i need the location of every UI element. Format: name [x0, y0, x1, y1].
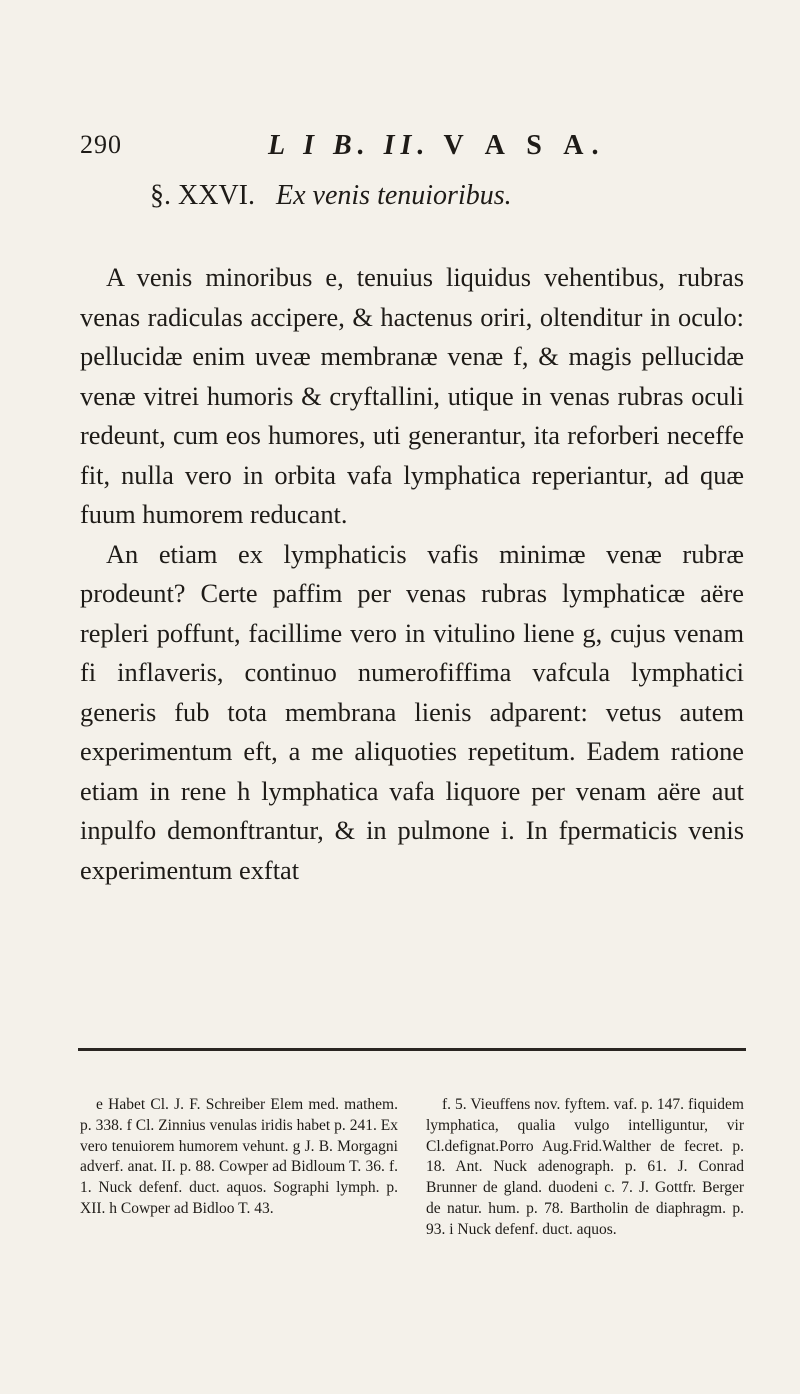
footnotes-right-text: f. 5. Vieuffens nov. fyftem. vaf. p. 147. fiquidem lymphatica, qualia vulgo intelliguntur, vir Cl.defignat.Porro Aug.Frid.Walther de fecret. p. 18. Ant. Nuck adenograph. p. 61. J. Conrad Brunner de gland. duodeni c. 7. J. Gottfr. Berger de natur. hum. p. 78. Bartholin de diaphragm. p. 93. i Nuck defenf. duct. aquos. — [426, 1096, 744, 1238]
section-number: §. XXVI. — [150, 180, 255, 211]
section-title: Ex venis tenuioribus. — [276, 180, 512, 211]
running-title-lib: L I B. II. — [268, 130, 431, 161]
section-heading — [150, 180, 710, 212]
body-paragraph-2: An etiam ex lymphaticis vafis minimæ venæ rubræ prodeunt? Certe paffim per venas rubras lymphaticæ aëre repleri poffunt, facillime vero in vitulino liene g, cujus venam fi inflaveris, continuo numerofiffima vafcula lymphatici generis fub tota membrana lienis adparent: vetus autem experimentum eft, a me aliquoties repetitum. Eadem ratione etiam in rene h lymphatica vafa liquore per venam aëre aut inpulfo demonftrantur, & in pulmone i. In fpermaticis venis experimentum exftat — [80, 538, 744, 885]
page-number: 290 — [80, 130, 122, 159]
body-paragraph-1: A venis minoribus e, tenuius liquidus vehentibus, rubras venas radiculas accipere, & hactenus oriri, oltenditur in oculo: pellucidæ enim uveæ membranæ venæ f, & magis pellucidæ venæ vitrei humoris & cryftallini, utique in venas rubras oculi redeunt, cum eos humores, uti generantur, ita reforberi neceffe fit, nulla vero in orbita vafa lymphatica reperiantur, ad quæ fuum humorem reducant. — [80, 262, 744, 529]
running-title-vasa: V A S A. — [443, 130, 607, 161]
running-head — [80, 130, 740, 170]
footnotes-left-text: e Habet Cl. J. F. Schreiber Elem med. mathem. p. 338. f Cl. Zinnius venulas iridis habet p. 241. Ex vero tenuiorem humorem vehunt. g J. B. Morgagni adverf. anat. II. p. 88. Cowper ad Bidloum T. 36. f. 1. Nuck defenf. duct. aquos. Sographi lymph. p. XII. h Cowper ad Bidloo T. 43. — [80, 1096, 398, 1217]
footnotes-left-column — [80, 1095, 398, 1220]
body-text — [80, 258, 744, 890]
footnotes-right-column — [426, 1095, 744, 1241]
running-title — [268, 130, 607, 162]
footnote-divider — [78, 1048, 746, 1051]
